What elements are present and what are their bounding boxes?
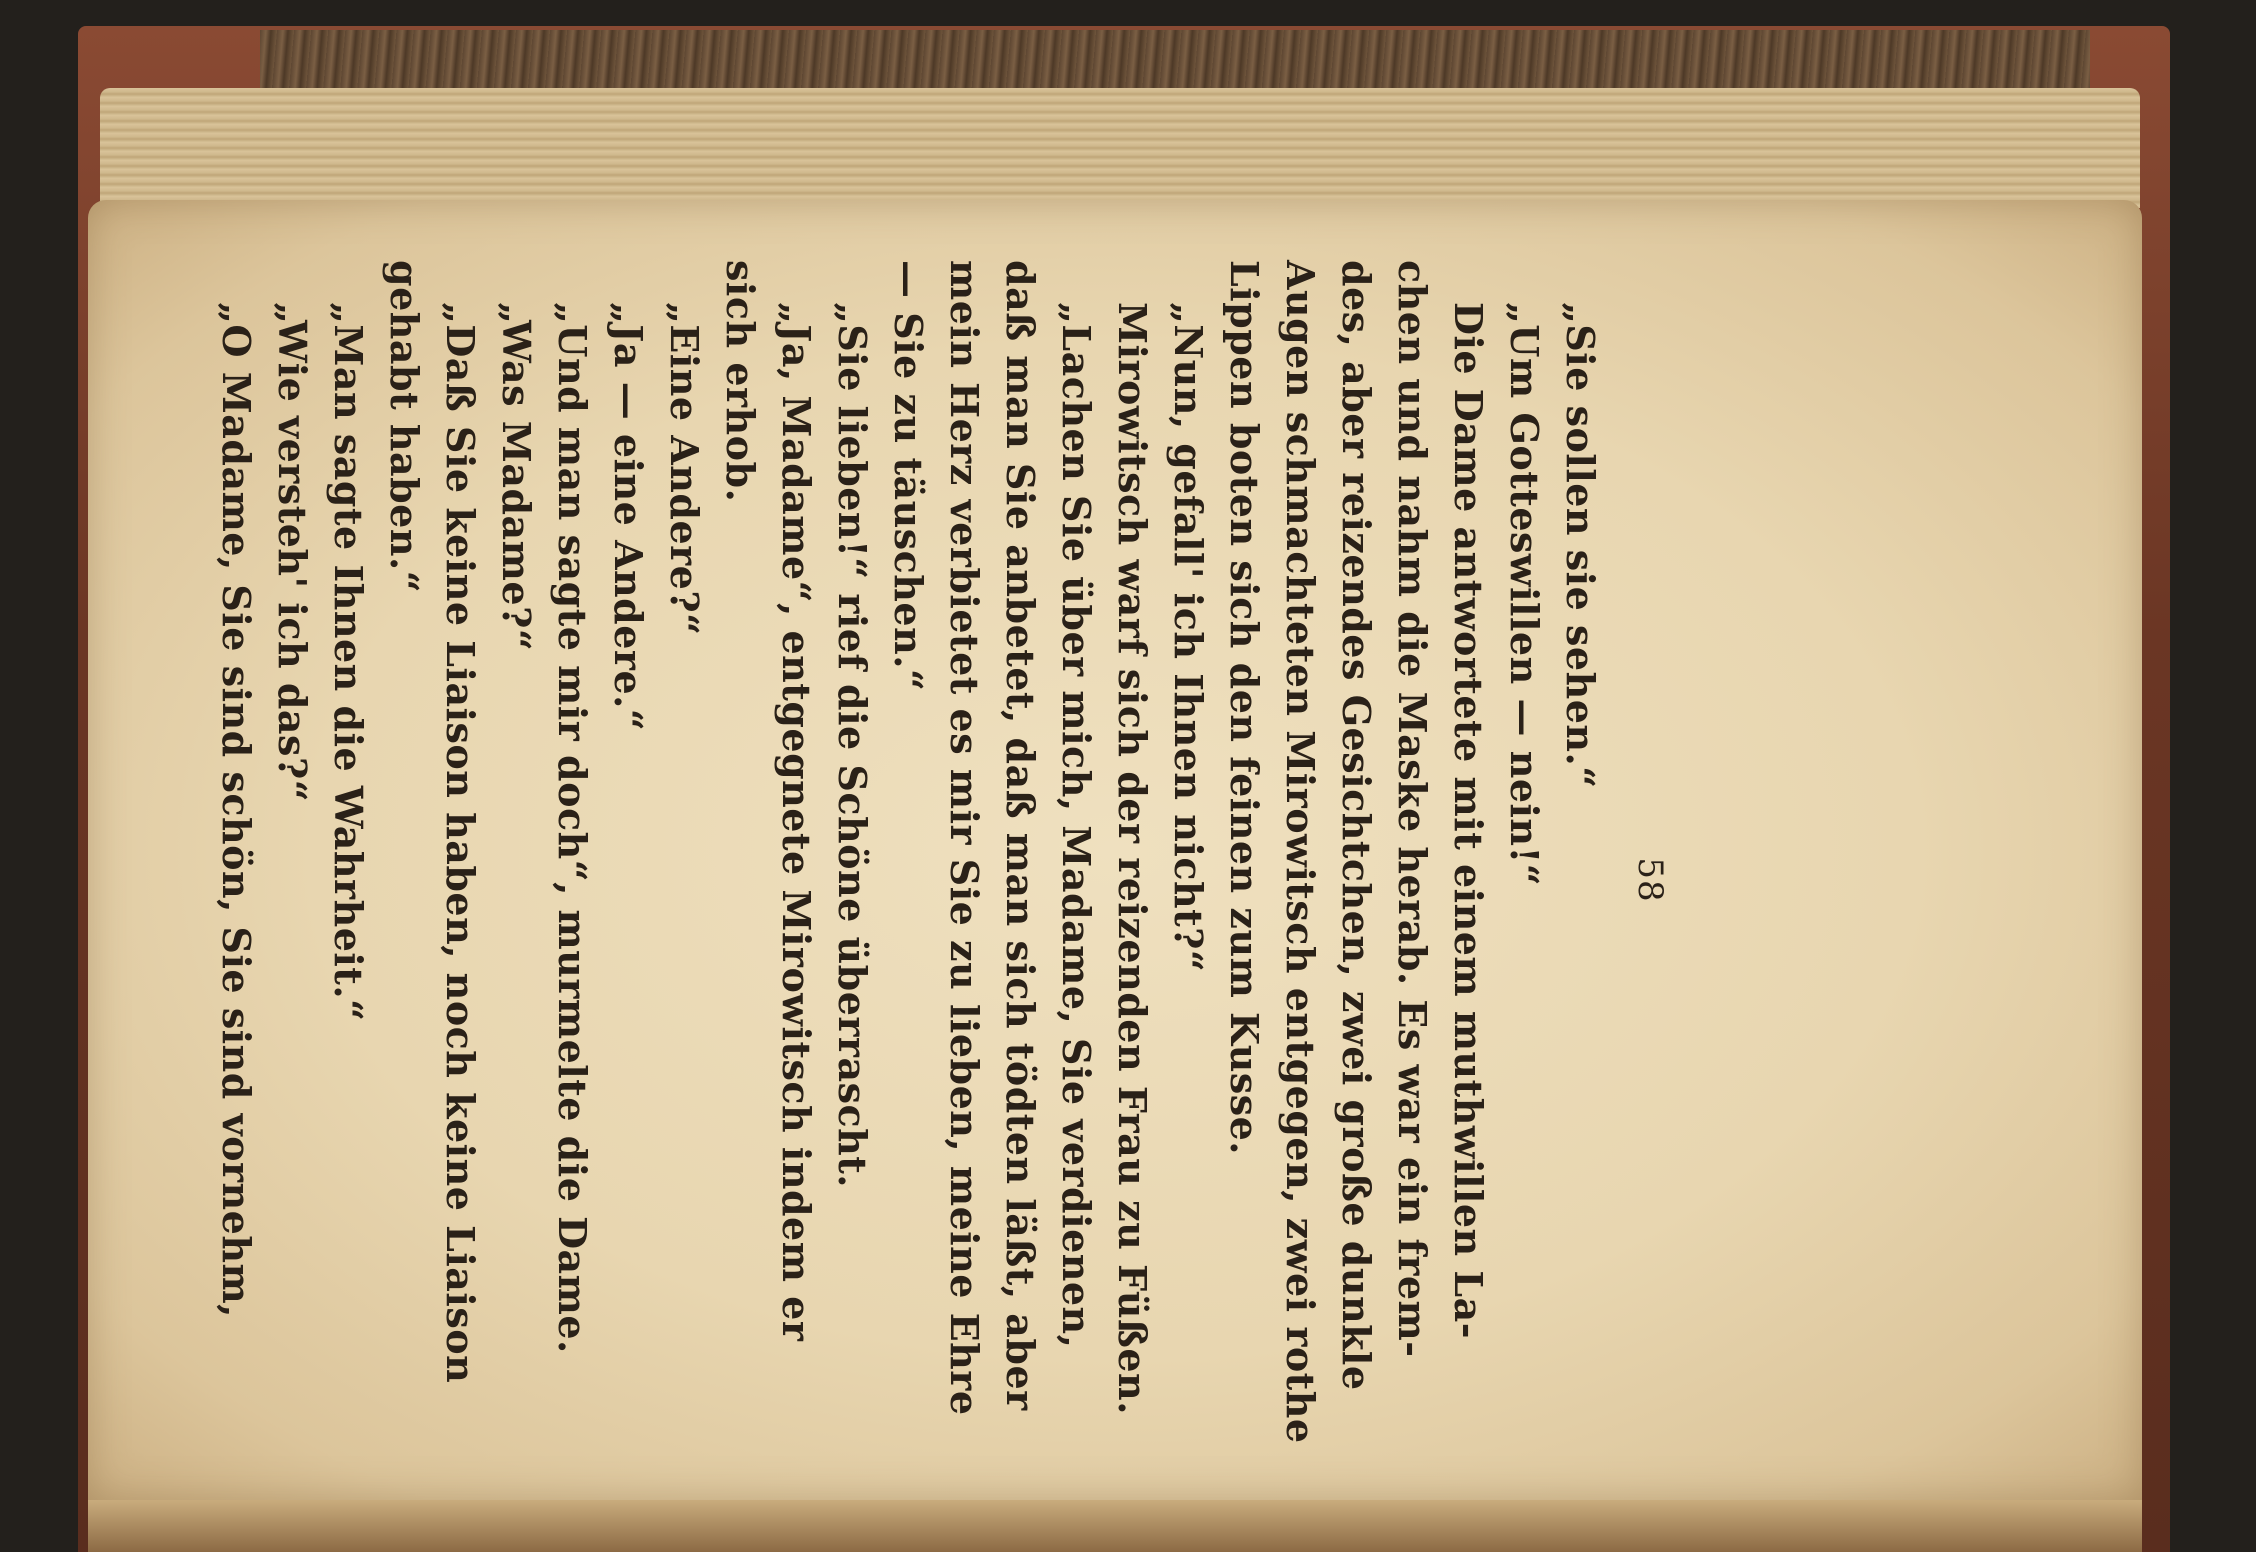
text-line: sich erhob. [718, 260, 763, 503]
text-line: „Und man sagte mir doch“, murmelte die Dame. [550, 302, 595, 1354]
page-number: 58 [1630, 857, 1670, 903]
text-line: — Sie zu täuschen.“ [886, 260, 931, 692]
text-line: „Daß Sie keine Liaison haben, noch keine Liaison [438, 302, 483, 1384]
page-gutter [88, 1500, 2142, 1552]
text-line: Lippen boten sich den feinen zum Kusse. [1222, 260, 1267, 1156]
text-line: „Nun, gefall' ich Ihnen nicht?“ [1166, 302, 1211, 973]
text-lines [208, 260, 1608, 1500]
book-spine [260, 30, 2090, 94]
text-line: des, aber reizendes Gesichtchen, zwei große dunkle [1334, 260, 1379, 1391]
page-text-block [214, 260, 1670, 1500]
text-line: „Eine Andere?“ [662, 302, 707, 636]
text-line: daß man Sie anbetet, daß man sich tödten läßt, aber [998, 260, 1043, 1411]
text-line: Augen schmachteten Mirowitsch entgegen, zwei rothe [1278, 260, 1323, 1444]
text-line: „Sie sollen sie sehen.“ [1558, 302, 1603, 789]
text-line: „Lachen Sie über mich, Madame, Sie verdienen, [1054, 302, 1099, 1349]
text-line: Mirowitsch warf sich der reizenden Frau zu Füßen. [1110, 302, 1155, 1415]
text-line: „Ja, Madame“, entgegnete Mirowitsch indem er [774, 302, 819, 1342]
text-line: „Ja — eine Andere.“ [606, 302, 651, 732]
text-line: mein Herz verbietet es mir Sie zu lieben, meine Ehre [942, 260, 987, 1416]
text-line: „Um Gotteswillen — nein!“ [1502, 302, 1547, 887]
text-line: „Man sagte Ihnen die Wahrheit.“ [326, 302, 371, 1022]
page-edges [100, 88, 2140, 208]
text-line: „Wie versteh' ich das?“ [270, 302, 315, 803]
text-line: „Was Madame?“ [494, 302, 539, 652]
text-line: chen und nahm die Maske herab. Es war ein frem- [1390, 260, 1435, 1358]
text-line: gehabt haben.“ [382, 260, 427, 594]
text-line: „Sie lieben!“ rief die Schöne überrascht. [830, 302, 875, 1189]
text-line: „O Madame, Sie sind schön, Sie sind vornehm, [214, 302, 259, 1318]
text-line: Die Dame antwortete mit einem muthwillen La- [1446, 302, 1491, 1340]
